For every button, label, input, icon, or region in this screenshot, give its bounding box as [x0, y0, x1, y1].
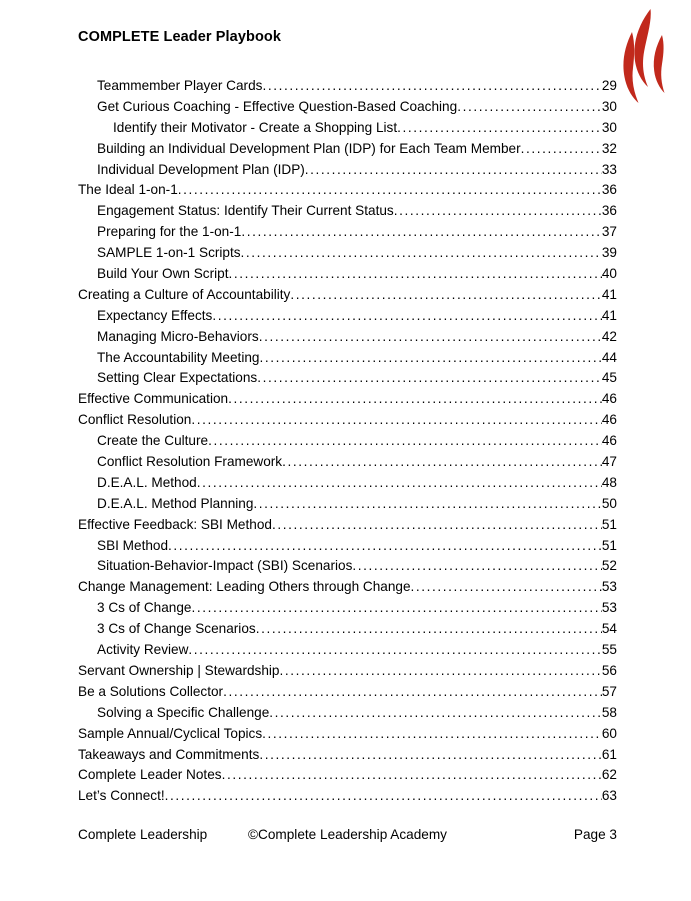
toc-entry-page-number: 48	[601, 474, 617, 490]
toc-entry-page-number: 60	[601, 725, 617, 741]
toc-entry-page-number: 46	[601, 433, 617, 449]
toc-entry-label[interactable]: Build Your Own Script	[97, 266, 229, 282]
toc-dot-leader	[188, 640, 601, 661]
toc-entry-label[interactable]: Effective Feedback: SBI Method	[78, 516, 272, 532]
toc-dot-leader	[178, 180, 602, 201]
toc-entry-label[interactable]: 3 Cs of Change	[97, 600, 192, 616]
toc-entry-page-number: 45	[601, 370, 617, 386]
toc-entry[interactable]	[78, 786, 617, 807]
toc-dot-leader	[262, 76, 601, 97]
toc-entry-label[interactable]: Effective Communication	[78, 391, 229, 407]
toc-entry-label[interactable]: 3 Cs of Change Scenarios	[97, 621, 256, 637]
toc-entry-label[interactable]: Create the Culture	[97, 433, 209, 449]
toc-entry[interactable]	[78, 431, 617, 452]
toc-entry[interactable]	[78, 619, 617, 640]
toc-dot-leader	[256, 619, 602, 640]
toc-entry-page-number: 63	[601, 788, 617, 804]
toc-entry[interactable]	[78, 598, 617, 619]
toc-entry[interactable]	[78, 327, 617, 348]
toc-entry-label[interactable]: SBI Method	[97, 537, 169, 553]
toc-entry-label[interactable]: Get Curious Coaching - Effective Question-Based Coaching	[97, 98, 458, 114]
toc-dot-leader	[222, 765, 602, 786]
toc-entry[interactable]	[78, 389, 617, 410]
toc-entry[interactable]	[78, 515, 617, 536]
toc-dot-leader	[521, 139, 602, 160]
toc-dot-leader	[352, 556, 602, 577]
toc-entry[interactable]	[78, 285, 617, 306]
toc-entry-page-number: 55	[601, 642, 617, 658]
toc-entry-page-number: 36	[601, 203, 617, 219]
toc-entry[interactable]	[78, 640, 617, 661]
toc-dot-leader	[290, 285, 602, 306]
toc-entry-label[interactable]: Managing Micro-Behaviors	[97, 328, 259, 344]
toc-entry-page-number: 52	[601, 558, 617, 574]
toc-entry[interactable]	[78, 76, 617, 97]
toc-dot-leader	[228, 264, 601, 285]
toc-entry[interactable]	[78, 661, 617, 682]
toc-dot-leader	[411, 577, 602, 598]
toc-dot-leader	[457, 97, 602, 118]
toc-entry-label[interactable]: Complete Leader Notes	[78, 767, 222, 783]
toc-entry-label[interactable]: Building an Individual Development Plan (IDP) for Each Team Member	[97, 140, 521, 156]
toc-entry-label[interactable]: Identify their Motivator - Create a Shopping List	[113, 119, 398, 135]
toc-entry-label[interactable]: Conflict Resolution Framework	[97, 454, 283, 470]
toc-entry-label[interactable]: Let’s Connect!	[78, 788, 165, 804]
toc-entry-label[interactable]: Conflict Resolution	[78, 412, 192, 428]
toc-dot-leader	[269, 703, 602, 724]
toc-entry-label[interactable]: Takeaways and Commitments	[78, 746, 260, 762]
toc-entry-label[interactable]: The Accountability Meeting	[97, 349, 260, 365]
toc-entry-page-number: 39	[601, 245, 617, 261]
toc-entry-label[interactable]: D.E.A.L. Method Planning	[97, 495, 254, 511]
toc-entry-page-number: 61	[601, 746, 617, 762]
toc-entry-label[interactable]: Sample Annual/Cyclical Topics	[78, 725, 263, 741]
toc-entry-label[interactable]: Change Management: Leading Others through Change	[78, 579, 411, 595]
toc-entry-label[interactable]: SAMPLE 1-on-1 Scripts	[97, 245, 241, 261]
toc-entry-label[interactable]: Servant Ownership | Stewardship	[78, 662, 280, 678]
toc-entry-page-number: 47	[601, 454, 617, 470]
toc-entry[interactable]	[78, 494, 617, 515]
page-title: COMPLETE Leader Playbook	[78, 29, 282, 45]
toc-entry[interactable]	[78, 473, 617, 494]
toc-entry-page-number: 41	[601, 286, 617, 302]
toc-entry-page-number: 51	[601, 537, 617, 553]
toc-entry[interactable]	[78, 97, 617, 118]
toc-entry[interactable]	[78, 180, 617, 201]
toc-entry[interactable]	[78, 452, 617, 473]
toc-entry-page-number: 40	[601, 266, 617, 282]
toc-entry-page-number: 44	[601, 349, 617, 365]
toc-entry-page-number: 58	[601, 704, 617, 720]
toc-entry[interactable]	[78, 348, 617, 369]
toc-entry[interactable]	[78, 368, 617, 389]
toc-entry-page-number: 50	[601, 495, 617, 511]
toc-entry-label[interactable]: Activity Review	[97, 642, 189, 658]
toc-entry-page-number: 30	[601, 98, 617, 114]
toc-dot-leader	[259, 745, 602, 766]
toc-entry[interactable]	[78, 222, 617, 243]
toc-dot-leader	[212, 306, 602, 327]
toc-entry[interactable]	[78, 264, 617, 285]
toc-entry[interactable]	[78, 682, 617, 703]
toc-entry-page-number: 46	[601, 412, 617, 428]
toc-entry-page-number: 33	[601, 161, 617, 177]
toc-entry-page-number: 29	[601, 78, 617, 93]
toc-entry[interactable]	[78, 724, 617, 745]
toc-entry-page-number: 32	[601, 140, 617, 156]
toc-dot-leader	[168, 536, 602, 557]
toc-dot-leader	[208, 431, 602, 452]
toc-dot-leader	[394, 201, 602, 222]
toc-dot-leader	[223, 682, 602, 703]
toc-entry-page-number: 53	[601, 600, 617, 616]
toc-entry[interactable]	[78, 201, 617, 222]
toc-dot-leader	[228, 389, 602, 410]
toc-entry-page-number: 51	[601, 516, 617, 532]
toc-entry-label[interactable]: Teammember Player Cards	[97, 78, 263, 93]
toc-entry-label[interactable]: Situation-Behavior-Impact (SBI) Scenarios	[97, 558, 353, 574]
footer-brand: Complete Leadership	[78, 827, 208, 842]
table-of-contents	[78, 76, 617, 807]
toc-entry-page-number: 42	[601, 328, 617, 344]
toc-entry[interactable]	[78, 536, 617, 557]
toc-entry-label[interactable]: Setting Clear Expectations	[97, 370, 258, 386]
toc-entry-label[interactable]: Solving a Specific Challenge	[97, 704, 270, 720]
toc-entry[interactable]	[78, 765, 617, 786]
toc-dot-leader	[259, 327, 602, 348]
flame-logo-icon	[621, 9, 667, 106]
toc-entry-label[interactable]: Individual Development Plan (IDP)	[97, 161, 305, 177]
toc-entry-page-number: 57	[601, 683, 617, 699]
toc-dot-leader	[272, 515, 602, 536]
toc-entry-page-number: 54	[601, 621, 617, 637]
toc-entry-page-number: 41	[601, 307, 617, 323]
toc-entry[interactable]	[78, 703, 617, 724]
toc-dot-leader	[191, 410, 602, 431]
toc-entry-label[interactable]: Creating a Culture of Accountability	[78, 286, 291, 302]
toc-entry[interactable]	[78, 745, 617, 766]
toc-entry[interactable]	[78, 577, 617, 598]
toc-dot-leader	[253, 494, 601, 515]
toc-entry-label[interactable]: Preparing for the 1-on-1	[97, 224, 242, 240]
footer-copyright: ©Complete Leadership Academy	[248, 827, 447, 842]
toc-entry-page-number: 36	[601, 182, 617, 198]
toc-entry-label[interactable]: Be a Solutions Collector	[78, 683, 224, 699]
toc-entry-page-number: 62	[601, 767, 617, 783]
toc-entry[interactable]	[78, 160, 617, 181]
toc-dot-leader	[165, 786, 602, 807]
toc-entry-page-number: 30	[601, 119, 617, 135]
toc-entry-label[interactable]: Expectancy Effects	[97, 307, 213, 323]
toc-entry[interactable]	[78, 556, 617, 577]
toc-entry-page-number: 56	[601, 662, 617, 678]
toc-entry[interactable]	[78, 306, 617, 327]
toc-dot-leader	[257, 368, 602, 389]
toc-entry-page-number: 53	[601, 579, 617, 595]
footer-page-number: Page 3	[573, 827, 617, 842]
toc-dot-leader	[305, 160, 602, 181]
toc-entry-label[interactable]: The Ideal 1-on-1	[78, 182, 178, 198]
toc-entry[interactable]	[78, 139, 617, 160]
toc-entry-label[interactable]: Engagement Status: Identify Their Current Status	[97, 203, 394, 219]
toc-dot-leader	[259, 348, 601, 369]
toc-dot-leader	[241, 243, 602, 264]
toc-entry[interactable]	[78, 243, 617, 264]
toc-entry[interactable]	[78, 410, 617, 431]
toc-entry-label[interactable]: D.E.A.L. Method	[97, 474, 197, 490]
toc-dot-leader	[397, 118, 602, 139]
toc-entry-page-number: 37	[601, 224, 617, 240]
toc-dot-leader	[197, 473, 602, 494]
toc-dot-leader	[241, 222, 602, 243]
toc-entry[interactable]	[78, 118, 617, 139]
toc-dot-leader	[280, 661, 602, 682]
toc-dot-leader	[282, 452, 602, 473]
toc-dot-leader	[191, 598, 601, 619]
toc-entry-page-number: 46	[601, 391, 617, 407]
toc-dot-leader	[262, 724, 602, 745]
